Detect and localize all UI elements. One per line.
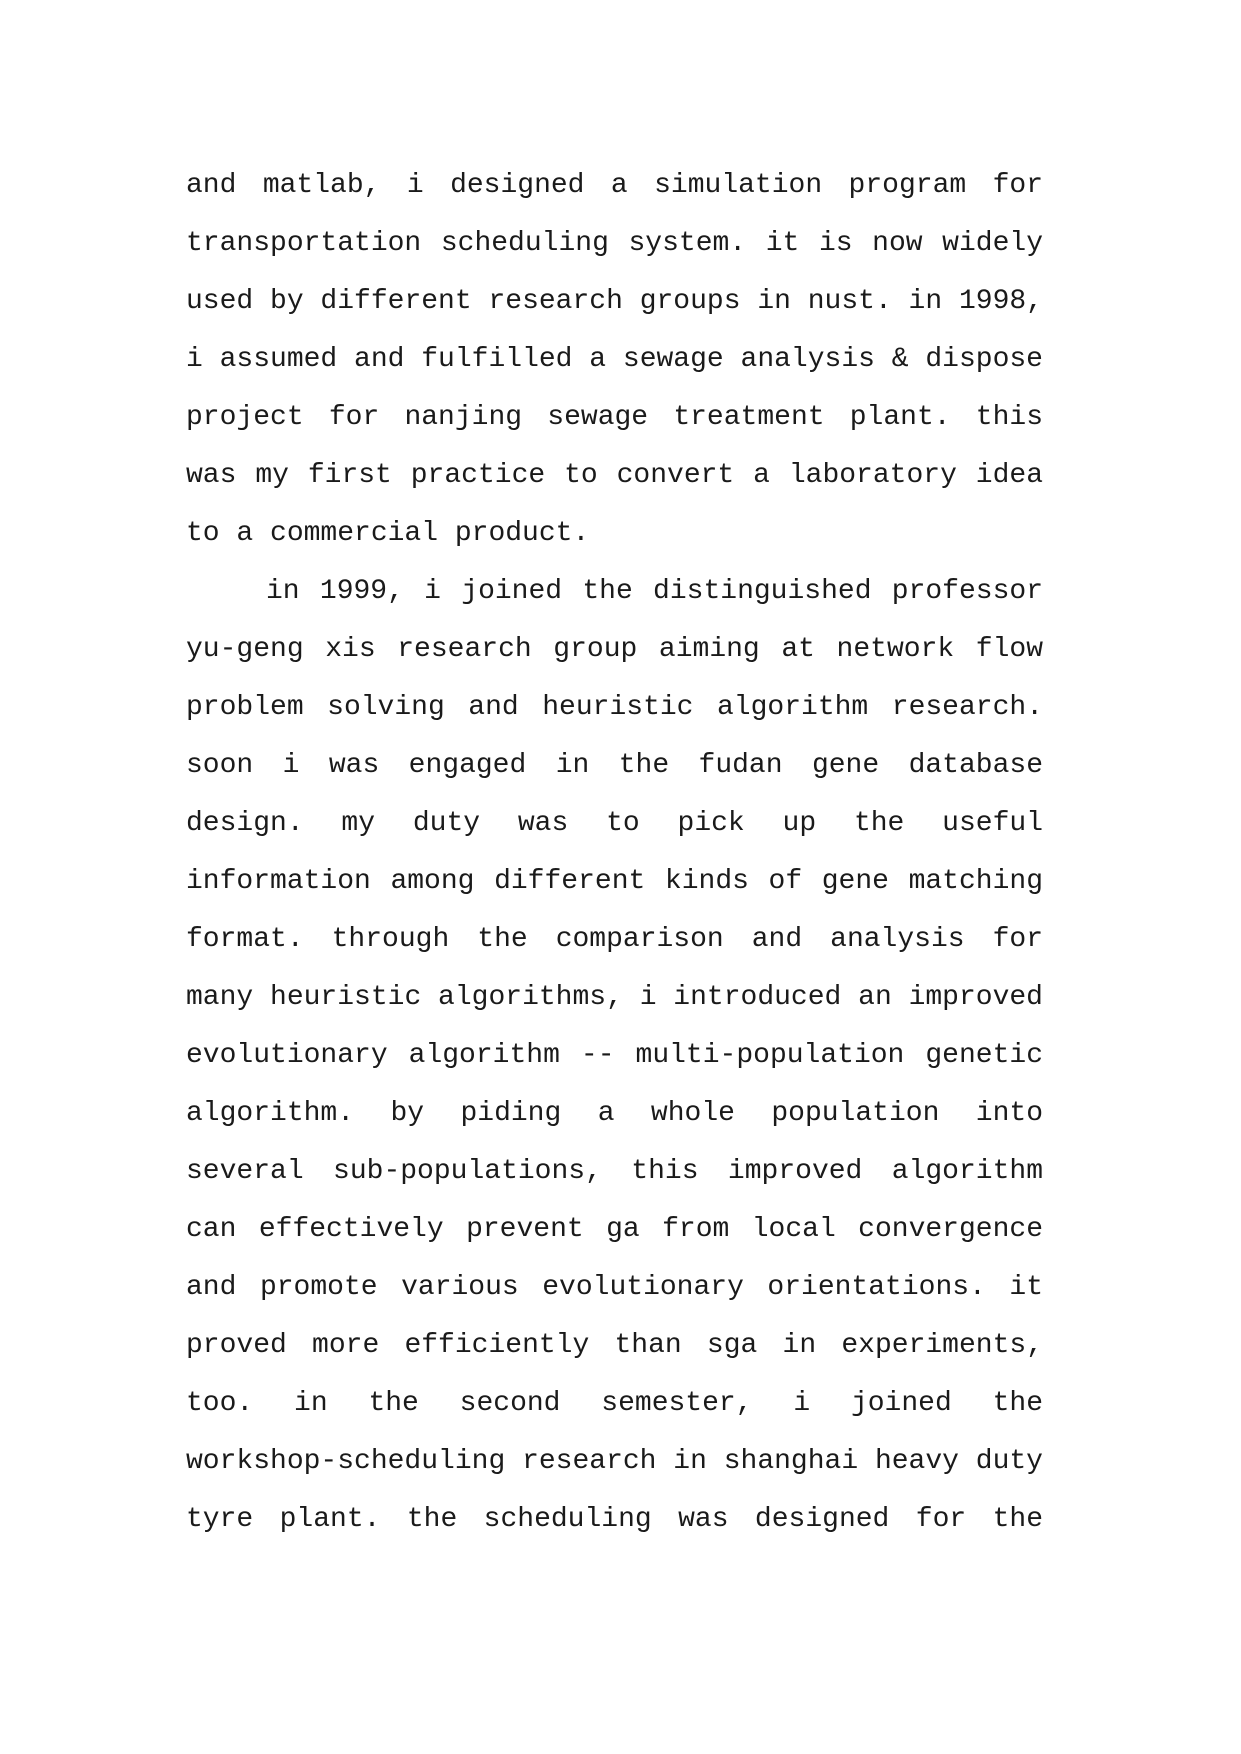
text-line: algorithm. by piding a whole population into xyxy=(186,1098,1043,1129)
text-line: can effectively prevent ga from local convergence xyxy=(186,1214,1043,1245)
text-line: format. through the comparison and analysis for xyxy=(186,924,1043,955)
text-line: several sub-populations, this improved algorithm xyxy=(186,1156,1043,1187)
text-line: workshop-scheduling research in shanghai heavy duty xyxy=(186,1446,1043,1477)
text-line: and matlab, i designed a simulation program for xyxy=(186,170,1043,201)
text-line: too. in the second semester, i joined the xyxy=(186,1388,1043,1419)
text-line: transportation scheduling system. it is now widely xyxy=(186,228,1043,259)
body-text xyxy=(186,157,1043,1549)
text-line: project for nanjing sewage treatment plant. this xyxy=(186,402,1043,433)
text-line: design. my duty was to pick up the useful xyxy=(186,808,1043,839)
text-line: tyre plant. the scheduling was designed for the xyxy=(186,1504,1043,1535)
text-line: evolutionary algorithm -- multi-population genetic xyxy=(186,1040,1043,1071)
paragraph-first-line: in 1999, i joined the distinguished professor xyxy=(266,576,1043,607)
text-line: proved more efficiently than sga in experiments, xyxy=(186,1330,1043,1361)
text-line: information among different kinds of gene matching xyxy=(186,866,1043,897)
text-line: yu-geng xis research group aiming at network flow xyxy=(186,634,1043,665)
text-line: and promote various evolutionary orientations. it xyxy=(186,1272,1043,1303)
text-line: was my first practice to convert a laboratory idea xyxy=(186,460,1043,491)
text-line: problem solving and heuristic algorithm research. xyxy=(186,692,1043,723)
text-line: soon i was engaged in the fudan gene database xyxy=(186,750,1043,781)
text-line: many heuristic algorithms, i introduced an improved xyxy=(186,982,1043,1013)
text-line: used by different research groups in nust. in 1998, xyxy=(186,286,1043,317)
text-line: i assumed and fulfilled a sewage analysis & dispose xyxy=(186,344,1043,375)
text-line: to a commercial product. xyxy=(186,518,590,549)
